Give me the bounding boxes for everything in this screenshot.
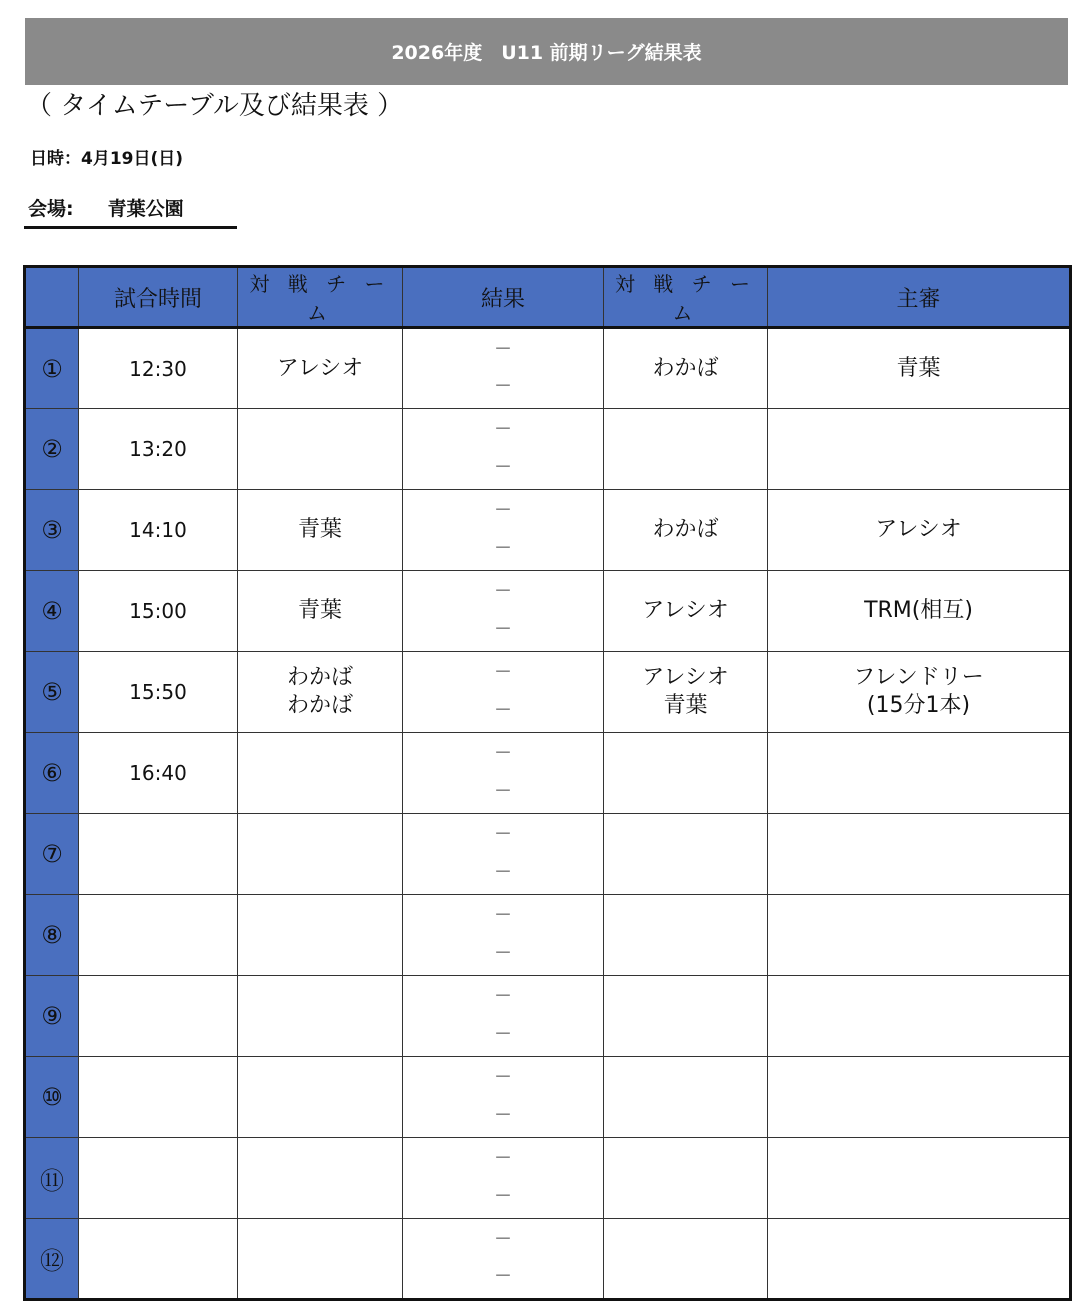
result-score-bottom: － bbox=[494, 619, 512, 640]
match-time bbox=[79, 1138, 238, 1219]
team-a-name: アレシオ bbox=[276, 355, 364, 381]
table-row bbox=[25, 1057, 1071, 1138]
result-cell bbox=[403, 733, 604, 814]
team-a-cell bbox=[238, 814, 403, 895]
team-a-name: 青葉 bbox=[297, 517, 342, 542]
team-b-cell bbox=[604, 328, 768, 409]
match-number: ⑤ bbox=[25, 652, 79, 733]
team-b-name: アレシオ bbox=[642, 665, 729, 690]
team-b-cell bbox=[604, 490, 768, 571]
team-a-cell bbox=[238, 733, 403, 814]
team-b-name: 青葉 bbox=[663, 693, 708, 718]
venue-value: 青葉公園 bbox=[107, 198, 184, 220]
result-score-bottom: － bbox=[494, 457, 512, 478]
result-score-top: － bbox=[494, 339, 512, 360]
team-b-cell bbox=[604, 976, 768, 1057]
match-number: ② bbox=[25, 409, 79, 490]
result-score-top: － bbox=[494, 905, 512, 926]
result-score-top: － bbox=[494, 500, 512, 521]
match-number: ③ bbox=[25, 490, 79, 571]
match-time: 16:40 bbox=[79, 733, 238, 814]
result-score-bottom: － bbox=[494, 781, 512, 802]
referee-cell bbox=[768, 1219, 1071, 1300]
result-score-top: － bbox=[494, 1067, 512, 1088]
team-b-cell bbox=[604, 409, 768, 490]
match-number: ⑫ bbox=[25, 1219, 79, 1300]
result-cell bbox=[403, 1057, 604, 1138]
result-cell bbox=[403, 814, 604, 895]
result-score-top: － bbox=[494, 743, 512, 764]
team-a-cell bbox=[238, 652, 403, 733]
referee-name: (15分1本) bbox=[866, 693, 971, 718]
result-score-bottom: － bbox=[494, 862, 512, 883]
match-time bbox=[79, 1219, 238, 1300]
result-score-bottom: － bbox=[494, 538, 512, 559]
match-time bbox=[79, 976, 238, 1057]
team-a-name: わかば bbox=[286, 693, 353, 718]
result-score-bottom: － bbox=[494, 376, 512, 397]
team-a-cell bbox=[238, 409, 403, 490]
referee-cell bbox=[768, 1138, 1071, 1219]
match-number: ④ bbox=[25, 571, 79, 652]
result-score-top: － bbox=[494, 824, 512, 845]
team-b-cell bbox=[604, 1138, 768, 1219]
referee-cell bbox=[768, 328, 1071, 409]
match-number: ① bbox=[25, 328, 79, 409]
table-row bbox=[25, 1138, 1071, 1219]
referee-cell bbox=[768, 976, 1071, 1057]
table-row bbox=[25, 490, 1071, 571]
result-score-bottom: － bbox=[494, 1266, 512, 1287]
result-score-top: － bbox=[494, 419, 512, 440]
team-a-cell bbox=[238, 895, 403, 976]
referee-name: フレンドリー bbox=[853, 665, 984, 690]
event-date: 日時：4月19日(日) bbox=[30, 149, 184, 169]
team-b-name: わかば bbox=[652, 517, 719, 542]
venue-line bbox=[28, 195, 184, 223]
result-score-bottom: － bbox=[494, 1024, 512, 1045]
referee-cell bbox=[768, 652, 1071, 733]
table-header-row bbox=[25, 267, 1071, 328]
match-number: ⑪ bbox=[25, 1138, 79, 1219]
header-match-time: 試合時間 bbox=[79, 267, 238, 328]
match-time: 15:50 bbox=[79, 652, 238, 733]
table-row bbox=[25, 814, 1071, 895]
team-b-cell bbox=[604, 652, 768, 733]
document-subtitle: （ タイムテーブル及び結果表 ） bbox=[26, 91, 404, 121]
document-title: 2026年度 U11 前期リーグ結果表 bbox=[391, 42, 702, 64]
schedule-table bbox=[23, 265, 1072, 1301]
team-b-cell bbox=[604, 1219, 768, 1300]
header-team-a: 対 戦 チ ー ム bbox=[238, 267, 403, 328]
header-result: 結果 bbox=[403, 267, 604, 328]
referee-name: アレシオ bbox=[875, 517, 962, 542]
header-number bbox=[25, 267, 79, 328]
result-score-top: － bbox=[494, 1148, 512, 1169]
result-cell bbox=[403, 976, 604, 1057]
match-time: 13:20 bbox=[79, 409, 238, 490]
venue-label: 会場: bbox=[28, 198, 74, 220]
table-row bbox=[25, 409, 1071, 490]
match-time bbox=[79, 814, 238, 895]
match-number: ⑨ bbox=[25, 976, 79, 1057]
team-a-cell bbox=[238, 976, 403, 1057]
schedule-body bbox=[25, 328, 1071, 1300]
result-score-top: － bbox=[494, 986, 512, 1007]
match-number: ⑦ bbox=[25, 814, 79, 895]
table-row bbox=[25, 652, 1071, 733]
document-title-bar bbox=[25, 18, 1068, 85]
match-time: 12:30 bbox=[79, 328, 238, 409]
team-b-cell bbox=[604, 1057, 768, 1138]
team-a-name: わかば bbox=[286, 665, 353, 690]
team-b-name: わかば bbox=[652, 355, 719, 381]
team-a-cell bbox=[238, 328, 403, 409]
team-a-cell bbox=[238, 1057, 403, 1138]
referee-cell bbox=[768, 733, 1071, 814]
result-cell bbox=[403, 652, 604, 733]
table-row bbox=[25, 976, 1071, 1057]
team-b-cell bbox=[604, 895, 768, 976]
result-cell bbox=[403, 1219, 604, 1300]
match-time bbox=[79, 895, 238, 976]
table-row bbox=[25, 733, 1071, 814]
team-a-cell bbox=[238, 1219, 403, 1300]
team-a-cell bbox=[238, 571, 403, 652]
result-cell bbox=[403, 490, 604, 571]
referee-cell bbox=[768, 571, 1071, 652]
venue-underline bbox=[24, 226, 237, 229]
team-b-cell bbox=[604, 733, 768, 814]
match-number: ⑥ bbox=[25, 733, 79, 814]
match-time: 15:00 bbox=[79, 571, 238, 652]
team-a-cell bbox=[238, 1138, 403, 1219]
team-a-cell bbox=[238, 490, 403, 571]
team-b-cell bbox=[604, 571, 768, 652]
result-cell bbox=[403, 895, 604, 976]
team-b-name: アレシオ bbox=[642, 598, 729, 623]
result-cell bbox=[403, 409, 604, 490]
match-number: ⑧ bbox=[25, 895, 79, 976]
referee-cell bbox=[768, 814, 1071, 895]
referee-cell bbox=[768, 1057, 1071, 1138]
referee-name: TRM(相互) bbox=[864, 598, 973, 623]
header-referee: 主審 bbox=[768, 267, 1071, 328]
referee-name: 青葉 bbox=[896, 355, 941, 381]
team-b-cell bbox=[604, 814, 768, 895]
result-score-top: － bbox=[494, 662, 512, 683]
result-score-bottom: － bbox=[494, 943, 512, 964]
match-number: ⑩ bbox=[25, 1057, 79, 1138]
header-team-b: 対 戦 チ ー ム bbox=[604, 267, 768, 328]
team-a-name: 青葉 bbox=[297, 598, 342, 623]
referee-cell bbox=[768, 490, 1071, 571]
result-score-top: － bbox=[494, 581, 512, 602]
table-row bbox=[25, 1219, 1071, 1300]
result-score-top: － bbox=[494, 1229, 512, 1250]
result-score-bottom: － bbox=[494, 700, 512, 721]
match-time: 14:10 bbox=[79, 490, 238, 571]
result-cell bbox=[403, 571, 604, 652]
table-row bbox=[25, 571, 1071, 652]
referee-cell bbox=[768, 895, 1071, 976]
match-time bbox=[79, 1057, 238, 1138]
referee-cell bbox=[768, 409, 1071, 490]
result-cell bbox=[403, 1138, 604, 1219]
table-row bbox=[25, 328, 1071, 409]
result-score-bottom: － bbox=[494, 1186, 512, 1207]
table-row bbox=[25, 895, 1071, 976]
result-score-bottom: － bbox=[494, 1105, 512, 1126]
result-cell bbox=[403, 328, 604, 409]
